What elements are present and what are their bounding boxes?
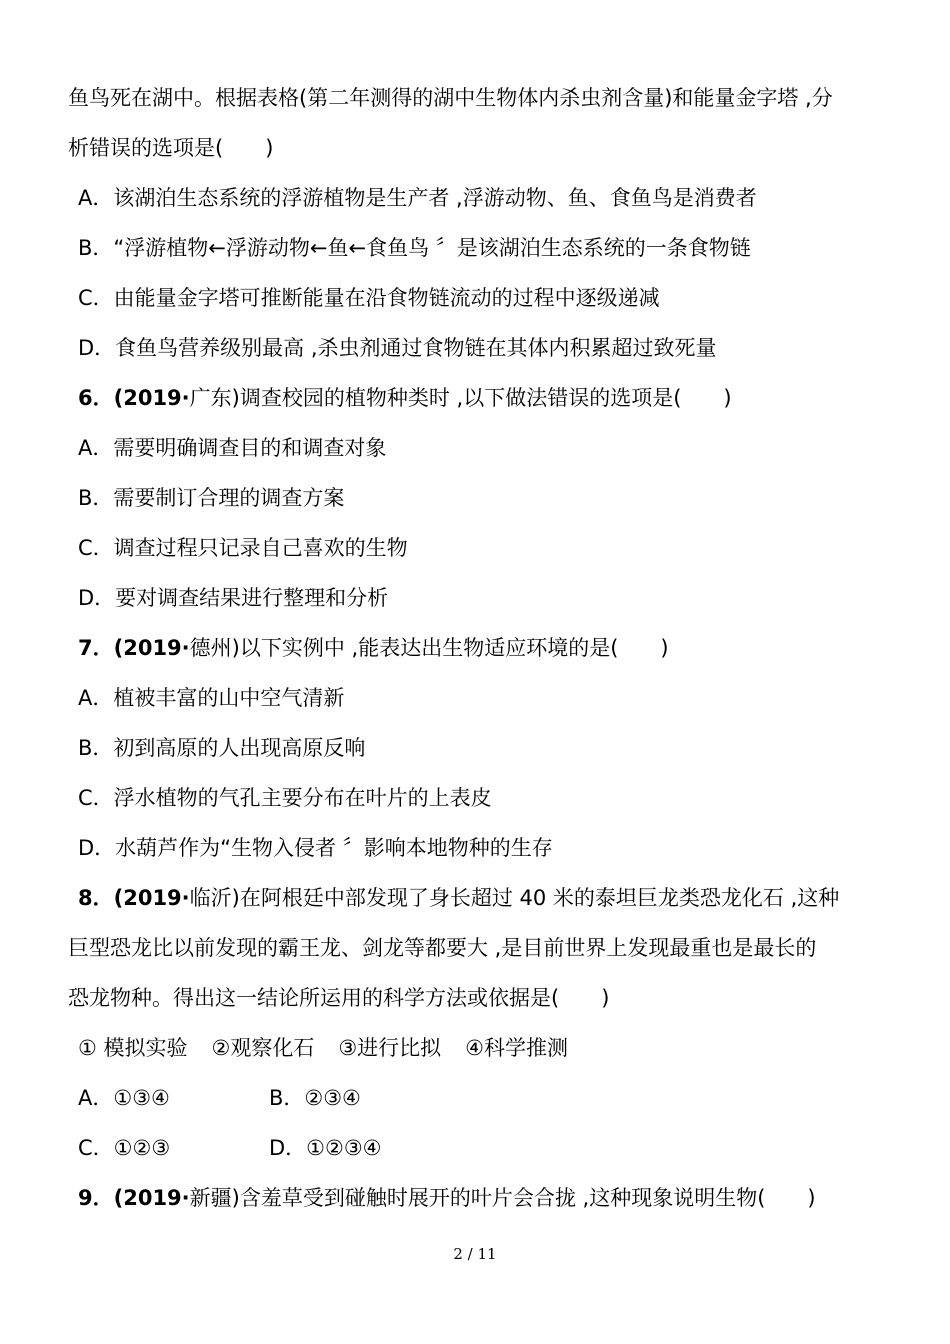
q7-option-a: A．植被丰富的山中空气清新 [78,686,345,710]
q8-item-3: ③进行比拟 [338,1036,442,1060]
q8-stem-line-2: 巨型恐龙比以前发现的霸王龙、剑龙等都要大 ,是目前世界上发现最重也是最长的 [68,936,817,960]
q8-text: 临沂)在阿根廷中部发现了身长超过 40 米的泰坦巨龙类恐龙化石 ,这种 [189,886,840,910]
q8-stem-line-1 [78,884,839,912]
q8-option-a: A．①③④ [78,1086,170,1110]
q6-option-b: B．需要制订合理的调查方案 [78,486,345,510]
q6-number: 6 [78,386,93,410]
q6-option-c: C．调查过程只记录自己喜欢的生物 [78,536,408,560]
q9-source-prefix: ．(2019· [92,1186,190,1210]
q8-items [78,1034,568,1062]
q7-text: 德州)以下实例中 ,能表达出生物适应环境的是( ) [189,636,669,660]
q8-option-c: C．①②③ [78,1136,171,1160]
q8-item-2: ②观察化石 [211,1036,315,1060]
q7-number: 7 [78,636,93,660]
page-number: 2 / 11 [453,1245,497,1263]
q8-item-1: ① 模拟实验 [78,1036,188,1060]
q5-option-d: D．食鱼鸟营养级别最高 ,杀虫剂通过食物链在其体内积累超过致死量 [78,336,717,360]
q5-option-c: C．由能量金字塔可推断能量在沿食物链流动的过程中逐级递减 [78,286,660,310]
q6-text: 广东)调查校园的植物种类时 ,以下做法错误的选项是( ) [189,386,732,410]
q9-stem [78,1184,816,1212]
q8-option-d: D．①②③④ [269,1136,382,1160]
q7-stem [78,634,669,662]
q6-source-prefix: ．(2019· [92,386,190,410]
q6-option-d: D．要对调查结果进行整理和分析 [78,586,389,610]
q6-option-a: A．需要明确调查目的和调查对象 [78,436,387,460]
q8-stem-line-3: 恐龙物种。得出这一结论所运用的科学方法或依据是( ) [68,986,610,1010]
q9-text: 新疆)含羞草受到碰触时展开的叶片会合拢 ,这种现象说明生物( ) [189,1186,816,1210]
q9-number: 9 [78,1186,93,1210]
q7-option-c: C．浮水植物的气孔主要分布在叶片的上表皮 [78,786,492,810]
q7-option-d: D．水葫芦作为“生物入侵者 〞影响本地物种的生存 [78,836,553,860]
q5-stem-line-1: 鱼鸟死在湖中。根据表格(第二年测得的湖中生物体内杀虫剂含量)和能量金字塔 ,分 [68,86,833,110]
q6-stem [78,384,732,412]
q7-option-b: B．初到高原的人出现高原反响 [78,736,366,760]
q8-option-b: B．②③④ [269,1086,361,1110]
q5-option-b: B．“浮游植物←浮游动物←鱼←食鱼鸟 〞是该湖泊生态系统的一条食物链 [78,236,751,260]
q5-option-a: A．该湖泊生态系统的浮游植物是生产者 ,浮游动物、鱼、食鱼鸟是消费者 [78,186,757,210]
q8-source-prefix: ．(2019· [92,886,190,910]
q8-item-4: ④科学推测 [465,1036,568,1060]
q8-number: 8 [78,886,93,910]
q5-stem-line-2: 析错误的选项是( ) [68,136,274,160]
q7-source-prefix: ．(2019· [92,636,190,660]
